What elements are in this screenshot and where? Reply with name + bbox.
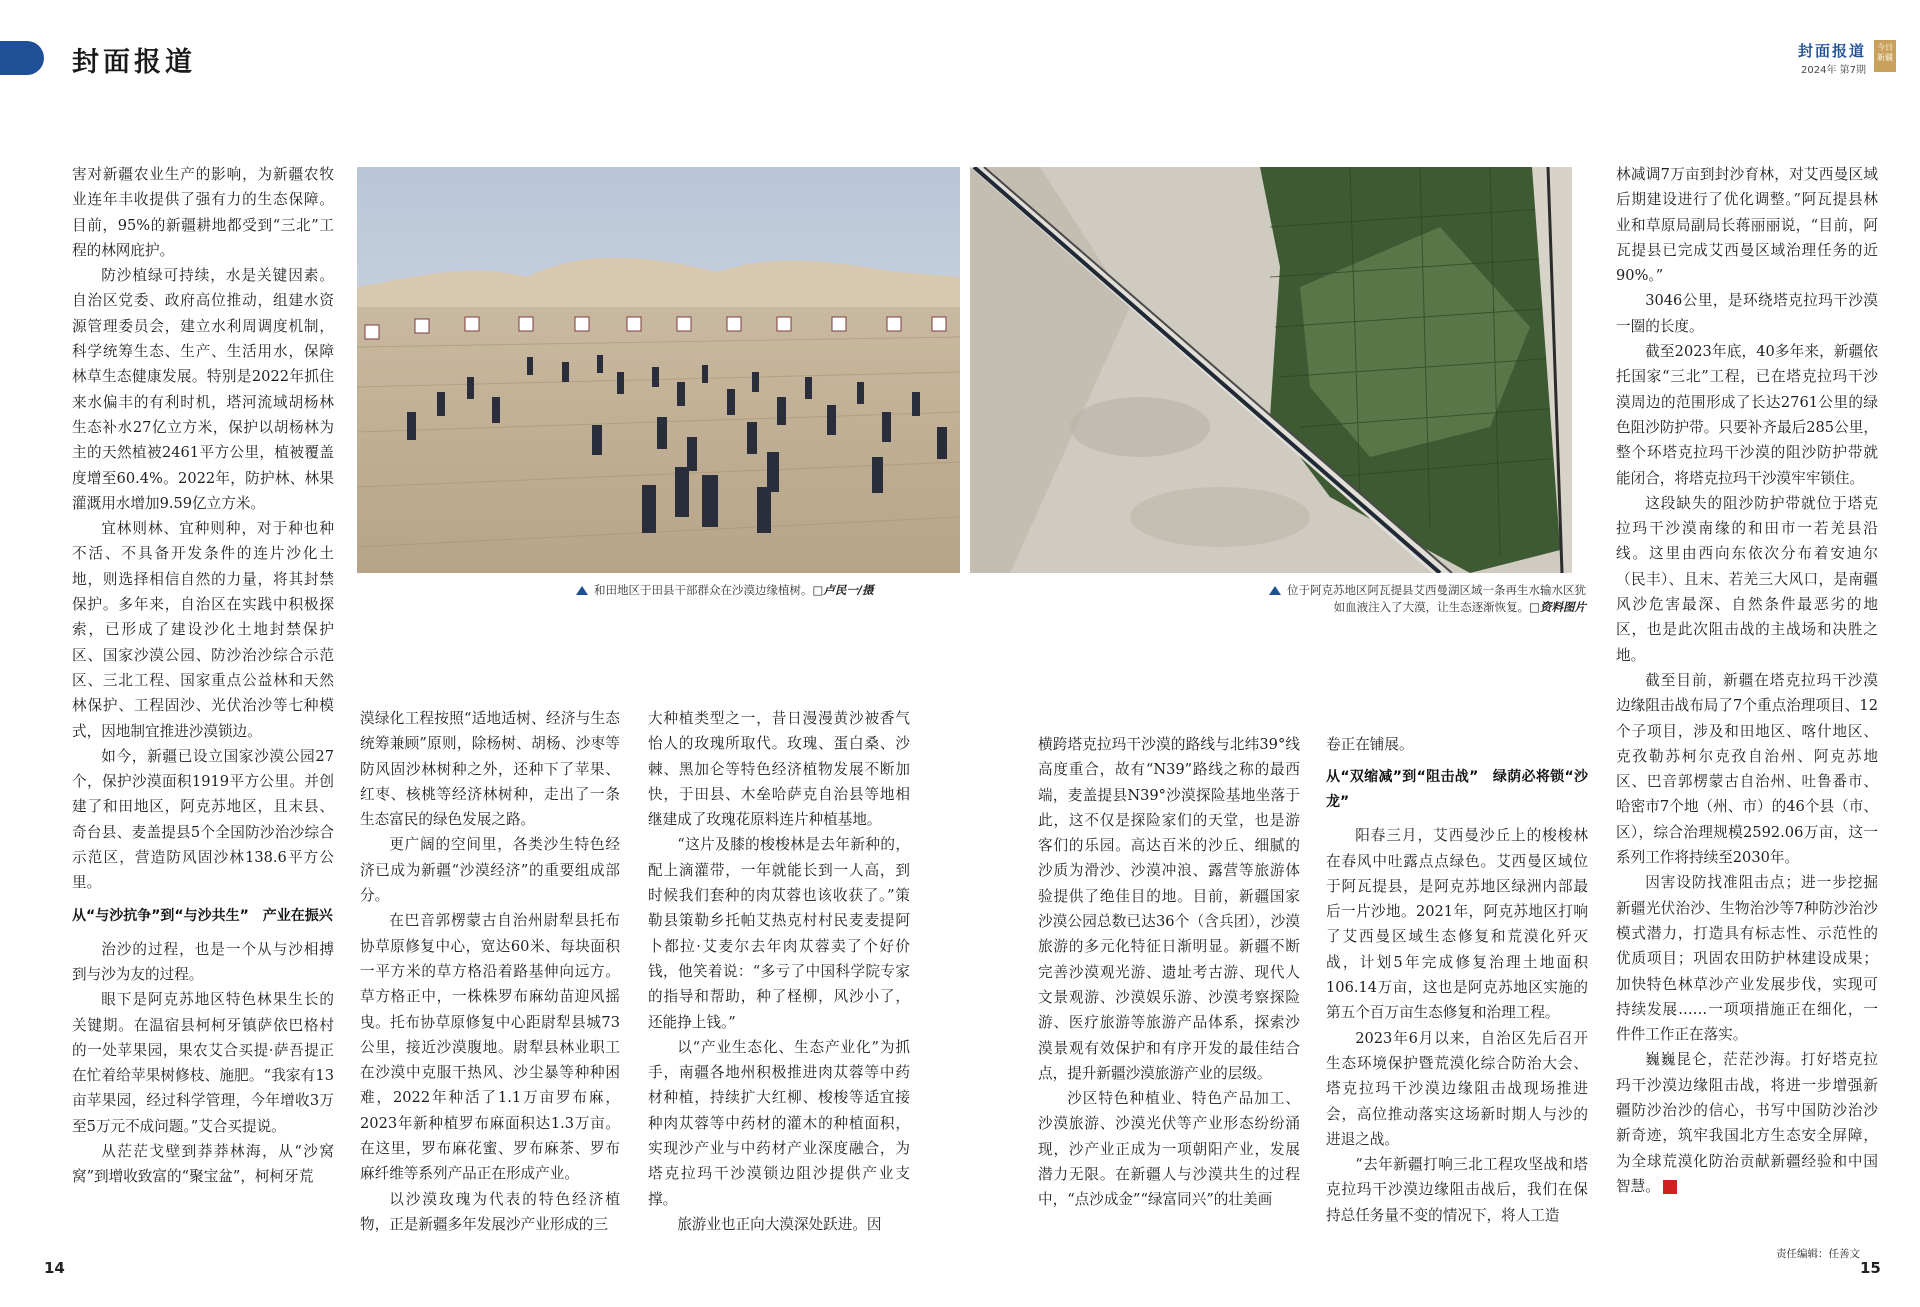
paragraph: 以沙漠玫瑰为代表的特色经济植物，正是新疆多年发展沙产业形成的三 [360,1190,620,1233]
paragraph: 沙区特色种植业、特色产品加工、沙漠旅游、沙漠光伏等产业形态纷纷涌现，沙产业正成为一项朝阳产业，发展潜力无限。在新疆人与沙漠共生的过程中，“点沙成金”“绿富同兴”的壮美画 [1038,1090,1300,1209]
section-title: 封面报道 [72,47,196,78]
column-6 [1616,162,1878,1199]
photo-tree-planting [357,167,960,573]
paragraph: 因害设防找准阻击点；进一步挖掘新疆光伏治沙、生物治沙等7种防沙治沙模式潜力，打造具有标志性、示范性的优质项目；巩固农田防护林建设成果；加快特色林草沙产业发展步伐，实现可持续发展……一项项措施正在细化，一件件工作正在落实。 [1616,874,1878,1044]
paragraph: 截至目前，新疆在塔克拉玛干沙漠边缘阻击战布局了7个重点治理项目、12个子项目，涉及和田地区、喀什地区、克孜勒苏柯尔克孜自治州、阿克苏地区、巴音郭楞蒙古自治州、吐鲁番市、哈密市7个地（州、市）的46个县（市、区），综合治理规模2592.06万亩，这一系列工作将持续至2030年。 [1616,671,1878,867]
paragraph: “去年新疆打响三北工程攻坚战和塔克拉玛干沙漠边缘阻击战后，我们在保持总任务量不变的情况下，将人工造 [1326,1156,1588,1224]
magazine-logo: 今日新疆 [1874,40,1896,72]
subheading: 从“与沙抗争”到“与沙共生” 产业在振兴 [72,907,333,924]
paragraph: 卷正在铺展。 [1326,736,1414,753]
paragraph: 林减调7万亩到封沙育林，对艾西曼区域后期建设进行了优化调整。”阿瓦提县林业和草原局副局长蒋丽丽说，“目前，阿瓦提县已完成艾西曼区域治理任务的近90%。” [1616,166,1878,285]
paragraph: “这片及膝的梭梭林是去年新种的，配上滴灌带，一年就能长到一人高，到时候我们套种的肉苁蓉也该收获了。”策勒县策勒乡托帕艾热克村村民麦麦提阿卜都拉·艾麦尔去年肉苁蓉卖了个好价钱，他笑着说：“多亏了中国科学院专家的指导和帮助，种了柽柳，风沙小了，还能挣上钱。” [648,836,910,1031]
page-number-left: 14 [44,1259,65,1277]
photo-credit: □卢民一/摄 [812,583,874,597]
caption-triangle-icon [1269,586,1281,595]
paragraph: 大种植类型之一，昔日漫漫黄沙被香气怡人的玫瑰所取代。玫瑰、蛋白桑、沙棘、黑加仑等特色经济植物发展不断加快，于田县、木垒哈萨克自治县等地相继建成了玫瑰花原料连片种植基地。 [648,710,910,829]
photo-aerial-channel [970,167,1572,573]
caption-left [576,582,956,599]
paragraph: 以“产业生态化、生态产业化”为抓手，南疆各地州积极推进肉苁蓉等中药材种植，持续扩大红柳、梭梭等适宜接种肉苁蓉等中药材的灌木的种植面积，实现沙产业与中药材产业深度融合，为塔克拉玛干沙漠锁边阻沙提供产业支撑。 [648,1038,910,1208]
column-2 [360,706,620,1237]
paragraph: 防沙植绿可持续，水是关键因素。自治区党委、政府高位推动，组建水资源管理委员会，建立水利周调度机制，科学统筹生态、生产、生活用水，保障林草生态健康发展。特别是2022年抓住来水偏丰的有利时机，塔河流域胡杨林生态补水27亿立方米，保护以胡杨林为主的天然植被2461平方公里，植被覆盖度增至60.4%。2022年，防护林、林果灌溉用水增加9.59亿立方米。 [72,267,334,512]
magazine-name: 封面报道 [1797,42,1866,60]
tree-planting-image [357,167,960,573]
paragraph: 治沙的过程，也是一个从与沙相搏到与沙为友的过程。 [72,940,334,983]
paragraph: 如今，新疆已设立国家沙漠公园27个，保护沙漠面积1919平方公里。并创建了和田地区，阿克苏地区，且末县、奇台县、麦盖提县5个全国防沙治沙综合示范区，营造防风固沙林138.6平方公里。 [72,747,334,892]
caption-right [1264,582,1586,616]
end-mark-icon [1663,1180,1677,1194]
paragraph: 宜林则林、宜种则种，对于种也种不活、不具备开发条件的连片沙化土地，则选择相信自然的力量，将其封禁保护。多年来，自治区在实践中积极探索，已形成了建设沙化土地封禁保护区、国家沙漠公园、防沙治沙综合示范区、三北工程、国家重点公益林和天然林保护、工程固沙、光伏治沙等七种模式，因地制宜推进沙漠锁边。 [72,520,334,740]
magazine-header [1798,40,1866,76]
editor-credit: 责任编辑：任善文 [1776,1248,1860,1260]
column-3 [648,706,910,1237]
paragraph: 横跨塔克拉玛干沙漠的路线与北纬39°线高度重合，故有“N39”路线之称的最西端，麦盖提县N39°沙漠探险基地坐落于此，这不仅是探险家们的天堂，也是游客们的乐园。高达百米的沙丘、细腻的沙质为滑沙、沙漠冲浪、露营等旅游体验提供了绝佳目的地。目前，新疆国家沙漠公园总数已达36个（含兵团），沙漠旅游的多元化特征日渐明显。新疆不断完善沙漠观光游、遗址考古游、现代人文景观游、沙漠娱乐游、沙漠考察探险游、医疗旅游等旅游产品体系，探索沙漠景观有效保护和有序开发的最佳结合点，提升新疆沙漠旅游产业的层级。 [1038,736,1300,1082]
caption-triangle-icon [576,586,588,595]
column-5 [1326,732,1588,1228]
paragraph: 阳春三月，艾西曼沙丘上的梭梭林在春风中吐露点点绿色。艾西曼区域位于阿瓦提县，是阿克苏地区绿洲内部最后一片沙地。2021年，阿克苏地区打响了艾西曼区域生态修复和荒漠化歼灭战，计划5年完成修复治理土地面积106.14万亩，这也是阿克苏地区实施的第五个百万亩生态修复和治理工程。 [1326,827,1588,1022]
aerial-channel-image [970,167,1572,573]
paragraph: 在巴音郭楞蒙古自治州尉犁县托布协草原修复中心，宽达60米、每块面积一平方米的草方格沿着路基伸向远方。草方格正中，一株株罗布麻幼苗迎风摇曳。托布协草原修复中心距尉犁县城73公里，接近沙漠腹地。尉犁县林业职工在沙漠中克服干热风、沙尘暴等种种困难，2022年种活了1.1万亩罗布麻，2023年新种植罗布麻面积达1.3万亩。在这里，罗布麻花蜜、罗布麻茶、罗布麻纤维等系列产品正在形成产业。 [360,912,620,1183]
caption-text: 位于阿克苏地区阿瓦提县艾西曼湖区域一条再生水输水区犹如血液注入了大漠，让生态逐渐恢复。 [1287,583,1586,614]
paragraph: 截至2023年底，40多年来，新疆依托国家“三北”工程，已在塔克拉玛干沙漠周边的范围形成了长达2761公里的绿色阻沙防护带。只要补齐最后285公里，整个环塔克拉玛干沙漠的阻沙防护带就能闭合，将塔克拉玛干沙漠牢牢锁住。 [1616,343,1878,487]
paragraph: 漠绿化工程按照“适地适树、经济与生态统筹兼顾”原则，除杨树、胡杨、沙枣等防风固沙林树种之外，还种下了苹果、红枣、核桃等经济林树种，走出了一条生态富民的绿色发展之路。 [360,710,620,829]
paragraph: 害对新疆农业生产的影响，为新疆农牧业连年丰收提供了强有力的生态保障。目前，95%的新疆耕地都受到“三北”工程的林网庇护。 [72,166,334,259]
paragraph-text: 巍巍昆仑，茫茫沙海。打好塔克拉玛干沙漠边缘阻击战，将进一步增强新疆防沙治沙的信心，书写中国防沙治沙新奇迹，筑牢我国北方生态安全屏障，为全球荒漠化防治贡献新疆经验和中国智慧。 [1616,1051,1878,1195]
column-4 [1038,732,1300,1213]
column-1 [72,162,334,1190]
paragraph: 更广阔的空间里，各类沙生特色经济已成为新疆“沙漠经济”的重要组成部分。 [360,836,620,905]
paragraph: 旅游业也正向大漠深处跃进。因 [677,1215,882,1233]
subheading: 从“双缩减”到“阻击战” 绿荫必将锁“沙龙” [1326,769,1588,811]
magazine-issue: 2024年 第7期 [1801,65,1866,76]
paragraph: 这段缺失的阻沙防护带就位于塔克拉玛干沙漠南缘的和田市一若羌县沿线。这里由西向东依次分布着安迪尔（民丰）、且末、若羌三大风口，是南疆风沙危害最深、自然条件最恶劣的地区，也是此次阻击战的主战场和决胜之地。 [1616,494,1878,664]
paragraph: 2023年6月以来，自治区先后召开生态环境保护暨荒漠化综合防治大会、塔克拉玛干沙漠边缘阻击战现场推进会，高位推动落实这场新时期人与沙的进退之战。 [1326,1029,1588,1148]
paragraph: 从茫茫戈壁到莽莽林海，从“沙窝窝”到增收致富的“聚宝盆”，柯柯牙荒 [72,1142,334,1186]
paragraph: 3046公里，是环绕塔克拉玛干沙漠一圈的长度。 [1616,292,1878,335]
paragraph-final [1616,1047,1878,1199]
page-number-right: 15 [1860,1259,1881,1277]
section-tab-marker [0,41,44,75]
caption-text: 和田地区于田县干部群众在沙漠边缘植树。 [594,583,813,597]
photo-credit: □资料图片 [1529,600,1586,614]
paragraph: 眼下是阿克苏地区特色林果生长的关键期。在温宿县柯柯牙镇萨依巴格村的一处苹果园，果农艾合买提·萨吾提正在忙着给苹果树修枝、施肥。“我家有13亩苹果园，经过科学管理，今年增收3万至5万元不成问题。”艾合买提说。 [72,991,334,1135]
